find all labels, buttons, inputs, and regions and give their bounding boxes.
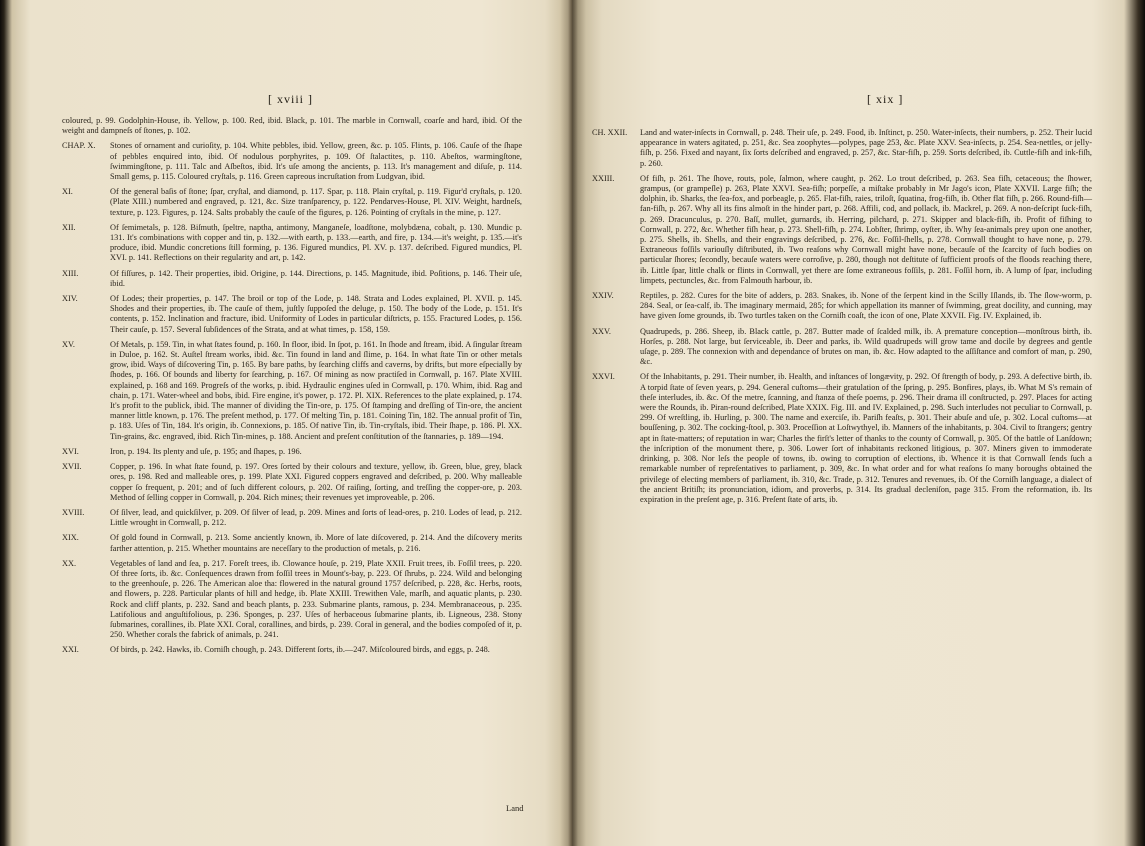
chapter-label: XVI. [62, 446, 79, 456]
right-page [572, 0, 1145, 846]
chapter-entry [62, 462, 522, 503]
chapter-label: XIII. [62, 268, 79, 278]
chapter-label: XIV. [62, 294, 78, 304]
chapter-label: XXVI. [592, 372, 615, 382]
entry-text: Vegetables of land and ſea, p. 217. Foreſt trees, ib. Clowance houſe, p. 219, Plate XXII. Fruit trees, ib. Foſſil trees, p. 220. Of three ſorts, ib. &c. Conſequences drawn from foſſil trees in Mount's-bay, p. 223. Of ſhrubs, p. 224. Wild and belonging to the greenhouſe, p. 226. The American aloe tha: flowered in the natural ground 1757 deſcribed, p. 228, &c. Herbs, roots, and flowers, p. 228. Particular plants of hill and hedge, ib. Plate XXIII. Trewithen Vale, marſh, and aquatic plants, p. 230. Rock and cliff plants, p. 232. Sand and beach plants, p. 233. Submarine plants, ramous, p. 234. Membranaceous, p. 235. Latifolious and anguſtifolious, p. 236. Sponges, p. 237. Uſes of herbaceous ſubmarine plants, ib. Ligneous, 238. Stony ſubmarines, corallines, ib. Plate XXI. Coral, corallines, and birds, p. 239. Coral in general, and the bodies compoſed of it, p. 250. Whether corals the fabrick of animals, p. 241. [110, 558, 522, 640]
entry-text: Of fiſſures, p. 142. Their properties, ibid. Origine, p. 144. Directions, p. 145. Magnitude, ibid. Poſitions, p. 146. Their uſe, ibid. [110, 268, 522, 288]
chapter-entry [592, 291, 1092, 322]
entry-text: Iron, p. 194. Its plenty and uſe, p. 195; and ſhapes, p. 196. [110, 446, 302, 456]
right-page-body [592, 128, 1092, 510]
entry-text: Of gold found in Cornwall, p. 213. Some anciently known, ib. More of late diſcovered, p. 214. And the diſcovery merits farther attention, p. 215. Whether mountains are neceſſary to the production of metals, p. 216. [110, 533, 522, 553]
chapter-entry [62, 508, 522, 528]
entry-text: coloured, p. 99. Godolphin-House, ib. Yellow, p. 100. Red, ibid. Black, p. 101. The marble in Cornwall, coarſe and hard, ibid. Of the weight and dampneſs of ſtones, p. 102. [62, 116, 522, 136]
chapter-entry [592, 372, 1092, 505]
chapter-entry [62, 447, 522, 457]
chapter-entry [62, 340, 522, 442]
entry-text: Of the Inhabitants, p. 291. Their number, ib. Health, and inſtances of longævity, p. 292. Of ſtrength of body, p. 293. A defective birth, ib. A torpid ſtate of ſeven years, p. 294. General cuſtoms—their gratulation of the ſpring, p. 295. Bonfires, plays, ib. What M S's remain of theſe interludes, ib. &c. Of the metre, ſcanning, and ſtanza of theſe poems, p. 296. Their drama ill conſtructed, p. 297. Places for acting were the Rounds, ib. Piran-round deſcribed, Plate XXIX. Fig. III. and IV. Explained, p. 298. Such interludes not peculiar to Cornwall, p. 299. Of wreſtling, ib. Hurling, p. 300. The name and exerciſe, ib. Pariſh feaſts, p. 301. Their abuſe and uſe, p. 302. Local cuſtoms—at bouſſening, p. 302. The cocking-ſtool, p. 303. Proceſſion at Loſtwythyel, ib. Manners of the inhabitants, p. 304. Civil to ſtrangers; gentry apt in ſtate-matters; of reputation in war; Charles the firſt's letter of thanks to the county of Cornwall, p. 305. Of the battle of Lanſdown; the inſcription of the monument there, p. 306. Lower ſort of inhabitants reckoned litigious, p. 307. Miners given to immoderate drinking, p. 308. Nor leſs the people of towns, ib. owing to corruption of elections, ib. Whence it is that Cornwall ſends ſuch a remarkable number of repreſentatives to parliament, p. 309, &c. In what order and for what reaſons ſo many boroughs obtained the privilege of electing members of parliament, ib. 310, &c. Trade, p. 312. Tenures and revenues, ib. Of the Corniſh language, a dialect of the ancient Britiſh; its pronunciation, idiom, and proverbs, p. 314. Its gradual decleniſon, page 315. From the reformation, ib. Its expiration in the preſent age, p. 316. Preſent ſtate of arts, ib. [640, 372, 1092, 504]
chapter-entry [592, 327, 1092, 368]
continued-entry [62, 116, 522, 136]
chapter-label: XXV. [592, 326, 611, 336]
entry-text: Reptiles, p. 282. Cures for the bite of adders, p. 283. Snakes, ib. None of the ſerpent kind in the Scilly Iſlands, ib. The ſlow-worm, p. 284. Seal, or ſea-calf, ib. The imaginary mermaid, 285; for which appellation its manner of ſwimming, great docility, and cunning, may have given ſome grounds, ib. Two turtles taken on the Corniſh coaſt, the icon of one, Plate XXVII. Fig. IV. Explained, ib. [640, 291, 1092, 321]
entry-text: Stones of ornament and curioſity, p. 104. White pebbles, ibid. Yellow, green, &c. p. 105. Flints, p. 106. Cauſe of the ſhape of pebbles enquired into, ibid. Of nodulous porphyrites, p. 109. Of ſtalactites, p. 110. Abeſtos, warmingſtone, ſwimmingſtone, p. 111. Talc and Aſbeſtos, ibid. It's uſe among the ancients, p. 113. It's management and diſuſe, p. 114. Small gems, p. 115. Coloured cryſtals, p. 116. Green capreous incruſtation from Ludgvan, ibid. [110, 141, 522, 182]
chapter-entry [592, 174, 1092, 286]
entry-text: Of the general baſis of ſtone; ſpar, cryſtal, and diamond, p. 117. Spar, p. 118. Plain cryſtal, p. 119. Figur'd cryſtals, p. 120. (Plate XIII.) numbered and engraved, p. 121, &c. Size tranſparency, p. 122. Pendarves-House, Pl. XIV. Weight, hardneſs, texture, p. 123. Figures, p. 124. Salts probably the cauſe of the figures, p. 126. Pointing of cryſtals in the mine, p. 127. [110, 187, 522, 217]
left-page-body [62, 116, 522, 661]
chapter-label: CHAP. X. [62, 141, 96, 151]
right-folio: [ xix ] [867, 92, 904, 106]
entry-text: Of ſilver, lead, and quickſilver, p. 209. Of ſilver of lead, p. 209. Mines and ſorts of lead-ores, p. 210. Lodes of lead, p. 212. Little wrought in Cornwall, p. 212. [110, 507, 522, 528]
chapter-entry [62, 559, 522, 641]
chapter-entry [62, 294, 522, 335]
chapter-label: XXI. [62, 645, 79, 655]
chapter-label: CH. XXII. [592, 128, 628, 137]
catchword: Land [506, 803, 524, 813]
left-page [0, 0, 572, 846]
chapter-label: XXIII. [592, 173, 615, 183]
chapter-label: XIX. [62, 533, 79, 543]
chapter-entry [62, 187, 522, 218]
entry-text: Copper, p. 196. In what ſtate found, p. 197. Ores ſorted by their colours and texture, yellow, ib. Green, blue, grey, black ores, p. 198. Red and malleable ores, p. 199. Plate XXI. Figured coppers engraved and deſcribed, p. 200. Why malleable copper ſo frequent, p. 201; and of ſuch different colours, p. 202. Of raiſing, ſorting, and treſſing the copper-ore, p. 203. Method of ſelling copper in Cornwall, p. 204. Rich mines; their revenues yet improveable, p. 206. [110, 462, 522, 502]
chapter-entry [62, 223, 522, 264]
entry-text: Of Lodes; their properties, p. 147. The broil or top of the Lode, p. 148. Strata and Lodes explained, Pl. XVII. p. 145. Shodes and their properties, ib. The cauſe of them, juſtly ſuppoſed the deluge, p. 150. The body of the Lode, p. 151. It's contents, p. 152. Inclination and fracture, ibid. Uniformity of Lodes in particular diſtricts, p. 155. Fractured Lodes, p. 156. Their cauſe, p. 157. Several ſubſidences of the Strata, and at what times, p. 158, 159. [110, 294, 522, 334]
entry-text: Of fiſh, p. 261. The ſhove, routs, pole, ſalmon, where caught, p. 262. Lo trout deſcribed, p. 263. Sea fiſh, cetaceous; the ſhower, grampus, (or grampeſle) p. 263, Plate XXVI. Sea-fiſh; porpeſſe, a miſtake probably in Mr Jago's icon, Plate XXVII. Large fiſh; the dolphin, ib. Sharks, the ſea-fox, and porbeagle, p. 265. Flat-fiſh, raies, triloſt, ſquatina, frog-fiſh, ib. Other flat fiſh, p. 266. Round-fiſh—fan-fiſh, p. 267. Why all its fins almoſt in the hinder part, p. 268. Affili, cod, and pollack, ib. Mackrel, p. 269. A non-deſcript ſuck-fiſh, p. 269. Dracunculus, p. 270. Baſſ, mullet, gurnards, ib. Herring, pilchard, p. 271. Skipper and black-fiſh, ib. Profit of fiſhing to Cornwall, p. 272, &c. Whether fiſh hear, p. 273. Shell-fiſh, p. 274. Lobſter, ſhrimp, oyſter, ib. Why ſea-animals prey upon one another, p. 275. Shells, ib. Shells, and their engravings deſcribed, p. 276, &c. Foſſil-ſhells, p. 278. Cornwall thought to have none, p. 279. Extraneous foſſils variouſly diſtributed, ib. Two reaſons why Cornwall might have none, becauſe of the ſcarcity of ſuch bodies on particular ſhores; ſecondly, becauſe waters were corroſive, p. 280, though not deſtitute of ſufficient proofs of the floods reaching there, ib. Little ſpar, little chalk or flints in Cornwall, yet there are ſome extraneous foſſils, p. 281. Foſſil horn, ib. A lump of ſpar, including limpets, pectuncles, &c. from Falmouth harbour, ib. [640, 173, 1092, 285]
chapter-entry [62, 533, 522, 553]
chapter-entry [62, 269, 522, 289]
chapter-label: XXIV. [592, 291, 614, 301]
chapter-entry [62, 141, 522, 182]
chapter-label: XVII. [62, 462, 82, 472]
left-folio: [ xviii ] [268, 92, 313, 106]
chapter-label: XX. [62, 558, 77, 568]
entry-text: Quadrupeds, p. 286. Sheep, ib. Black cattle, p. 287. Butter made of ſcalded milk, ib. A premature conception—monſtrous birth, ib. Horſes, p. 288. Not large, but ſerviceable, ib. Deer and parks, ib. Wild quadrupeds will grow tame and docile by degrees and gentle uſage, p. 289. The connexion with and dependance of brutes on man, ib. &c. How adapted to the aſſiſtance and comfort of man, p. 290, &c. [640, 326, 1092, 367]
entry-text: Of ſemimetals, p. 128. Biſmuth, ſpeltre, naptha, antimony, Manganeſe, loadſtone, molybdæna, cobalt, p. 130. Mundic p. 131. It's combinations with copper and tin, p. 132.—with earth, p. 133.—earth, and fire, p. 134.—it's weight, p. 135.—it's produce, ibid. Mundic concretions ſtill forming, p. 136. Figured mundics, Pl. XV. p. 137. deſcribed. Figured mundics, Pl. XVI. p. 141. Reflections on their regularity and art, p. 142. [110, 222, 522, 263]
chapter-label: XI. [62, 187, 73, 197]
entry-text: Land and water-inſects in Cornwall, p. 248. Their uſe, p. 249. Food, ib. Inſtinct, p. 250. Water-inſects, their numbers, p. 252. Their lucid appearance in waters agitated, p. 251, &c. Sea zoophytes—polypes, page 253, &c. Plate XXV. Sea-inſects, p. 254. Sea-nettles, or jelly-fiſh, p. 256. Fixed and nayant, ſix ſorts deſcribed and engraved, p. 257, &c. Star-fiſh, p. 259. Sorts deſcribed, ib. Cuttle-fiſh and ink-fiſh, p. 260. [640, 128, 1092, 168]
chapter-label: XII. [62, 222, 76, 232]
chapter-entry [62, 645, 522, 655]
chapter-label: XV. [62, 339, 75, 349]
chapter-entry [592, 128, 1092, 169]
entry-text: Of Metals, p. 159. Tin, in what ſtates found, p. 160. In floor, ibid. In ſpot, p. 161. In ſhode and ſtream, ibid. A ſingular ſtream in Duloe, p. 162. St. Auſtel ſtream works, ibid. &c. Tin found in land and ſlime, p. 164. In what ſtate Tin or other metals grow, ibid. Ways of diſcovering Tin, p. 165. By bare paths, by ſearching cliffs and caverns, by drifts, but more eſpecially by ſhodes, p. 166. Of bounds and liberty for ſearching, p. 167. Of mining as now practiſed in Cornwall, p. 167. Plate XVIII. explained, p. 168 and 169. Progreſs of the works, p. ibid. Hydraulic engines uſed in Cornwall, p. 170. Whim, ibid. Rag and chain, p. 171. Water-wheel and bobs, ibid. Fire engine, it's power, p. 172. Pl. XIX. References to the plate explained, p. 174. It's profit to the publick, ibid. The manner of dividing the Tin-ore, p. 175. Of ſtamping and dreſſing of Tin-ore, the ancient manner little known, p. 176. The preſent method, p. 177. Of melting Tin, p. 181. Coining Tin, 182. The annual profit of Tin, p. 183. Uſes of Tin, 184. It's origin, ib. Connexions, p. 185. Of native Tin, ib. Tin-cryſtals, ibid. Their ſhape, p. 186. Pl. XX. Tin-grains, &c. engraved, ibid. Rich Tin-mines, p. 188. Ancient and preſent conſtitution of the ſtannaries, p. 189—194. [110, 339, 522, 441]
chapter-label: XVIII. [62, 507, 85, 517]
entry-text: Of birds, p. 242. Hawks, ib. Corniſh chough, p. 243. Different ſorts, ib.—247. Miſcoloured birds, and eggs, p. 248. [110, 645, 490, 655]
book-gutter [560, 0, 586, 846]
